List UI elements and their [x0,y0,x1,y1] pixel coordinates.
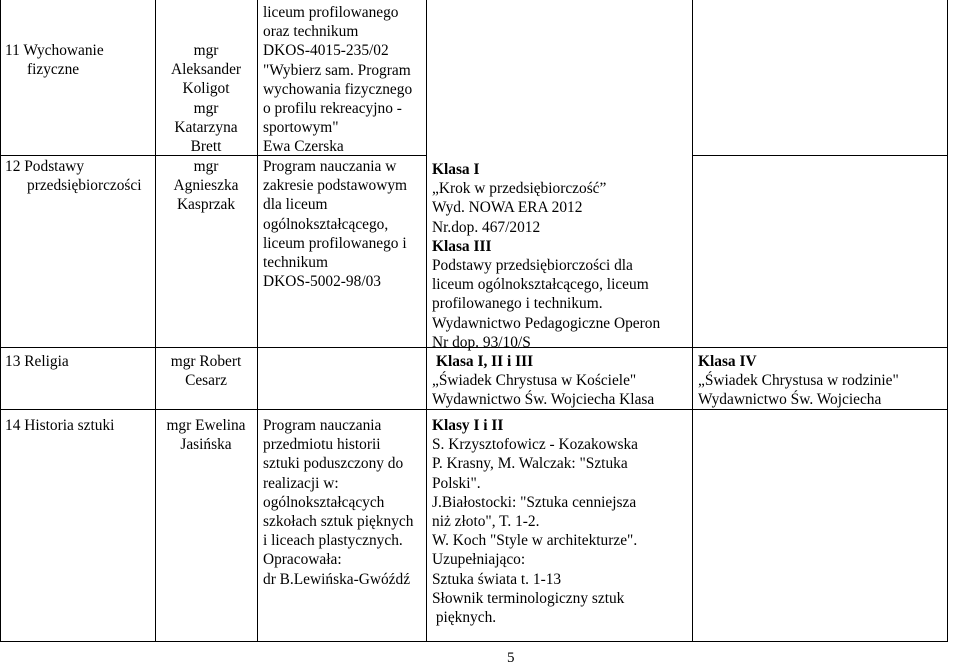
textbook-line: Klasa I, II i III [436,353,534,370]
textbook-line: Klasa IV [698,353,757,370]
teacher-cell [156,157,256,215]
program-line: Program nauczania [263,417,382,434]
textbook-line: Nr dop. 93/10/S [432,333,531,351]
textbook-line: P. Krasny, M. Walczak: "Sztuka [432,455,628,473]
subject-line: przedsiębiorczości [27,177,142,195]
teacher-line: mgr [193,158,219,175]
teacher-line: mgr [193,42,219,59]
program-line: realizacji w: [263,474,339,492]
textbook-line: Sztuka świata t. 1-13 [432,570,562,588]
teacher-line: Aleksander [170,61,242,79]
textbook-line: pięknych. [432,609,497,627]
program-line: Opracowała: [263,551,342,569]
textbook-line: Słownik terminologiczny sztuk [432,589,625,607]
teacher-line: Agnieszka [173,177,239,195]
textbook-line: J.Białostocki: "Sztuka cenniejsza [432,493,637,511]
program-line: oraz technikum [263,23,359,41]
textbook-line: Nr.dop. 467/2012 [432,218,541,236]
program-line: liceum profilowanego i [263,234,407,252]
textbook-line: Podstawy przedsiębiorczości dla [432,257,633,275]
textbook-line: Klasy I i II [432,417,504,434]
teacher-line: Brett [190,138,222,156]
program-line: "Wybierz sam. Program [263,61,411,79]
table-border-right [947,0,948,642]
program-line: ogólnokształcącego, [263,215,389,233]
program-line: technikum [263,254,328,272]
teacher-line: mgr Ewelina [166,417,246,434]
subject-line: 12 Podstawy [5,158,85,175]
program-line: sportowym" [263,119,339,137]
textbook-line: Polski". [432,474,481,492]
table-border-bottom [0,641,948,642]
teacher-line: Katarzyna [174,118,238,136]
table-border-left [0,0,1,642]
textbook-line: Wyd. NOWA ERA 2012 [432,199,583,217]
subject-cell [5,157,142,195]
program-line: i liceach plastycznych. [263,532,403,550]
textbook-line: Wydawnictwo Św. Wojciecha [698,391,882,409]
textbook-line: S. Krzysztofowicz - Kozakowska [432,436,639,454]
program-line: DKOS-5002-98/03 [263,273,381,291]
program-cell [263,416,413,589]
textbooks-cell [432,160,660,352]
program-line: DKOS-4015-235/02 [263,42,389,60]
textbook-line: liceum ogólnokształcącego, liceum [432,276,649,294]
row-border-program [692,155,948,156]
program-line: Program nauczania w [263,158,397,175]
teacher-cell [156,416,256,454]
program-line: sztuki poduszczony do [263,455,404,473]
program-cell-continued [263,3,412,157]
teacher-line: mgr [193,99,219,117]
program-line: przedmiotu historii [263,436,381,454]
program-line: dla liceum [263,196,328,214]
table-border-col2 [257,0,258,642]
textbook-line: „Krok w przedsiębiorczość” [432,180,607,198]
teacher-cell [156,352,256,390]
program-line: zakresie podstawowym [263,177,408,195]
program-line: ogólnokształcących [263,493,385,511]
textbooks-cell-extra [698,352,899,410]
textbook-line: „Świadek Chrystusa w Kościele" [432,372,637,390]
textbook-line: Wydawnictwo Pedagogiczne Operon [432,314,661,332]
subject-line: fizyczne [27,61,80,79]
textbook-line: niż złoto", T. 1-2. [432,513,540,531]
program-line: liceum profilowanego [263,4,399,21]
subject-cell [5,41,104,79]
subject-line: 13 Religia [5,353,69,370]
textbook-line: Klasa I [432,161,480,178]
subject-line: 11 Wychowanie [5,42,104,59]
textbook-line: „Świadek Chrystusa w rodzinie" [698,372,899,390]
textbook-line: Uzupełniająco: [432,551,526,569]
subject-cell [5,352,69,371]
textbook-line: W. Koch "Style w architekturze". [432,532,638,550]
table-border-col4 [692,0,693,642]
program-line: dr B.Lewińska-Gwóźdź [263,570,411,588]
teacher-line: Cesarz [185,372,227,390]
subject-line: 14 Historia sztuki [5,417,115,434]
textbooks-cell [432,416,638,627]
textbook-line: profilowanego i technikum. [432,295,603,313]
table-border-col3 [426,0,427,642]
teacher-line: Kasprzak [176,196,236,214]
teacher-line: mgr Robert [170,353,242,370]
teacher-cell [156,41,256,156]
teacher-line: Koligot [182,80,230,98]
program-line: o profilu rekreacyjno - [263,100,402,118]
teacher-line: Jasińska [180,436,232,454]
program-line: Ewa Czerska [263,138,344,156]
textbooks-cell [432,352,654,410]
page-number: 5 [507,650,515,666]
program-cell [263,157,407,291]
textbook-line: Klasa III [432,237,492,255]
program-line: szkołach sztuk pięknych [263,513,414,531]
subject-cell [5,416,114,435]
program-line: wychowania fizycznego [263,80,413,98]
textbook-line: Wydawnictwo Św. Wojciecha Klasa [432,391,655,409]
